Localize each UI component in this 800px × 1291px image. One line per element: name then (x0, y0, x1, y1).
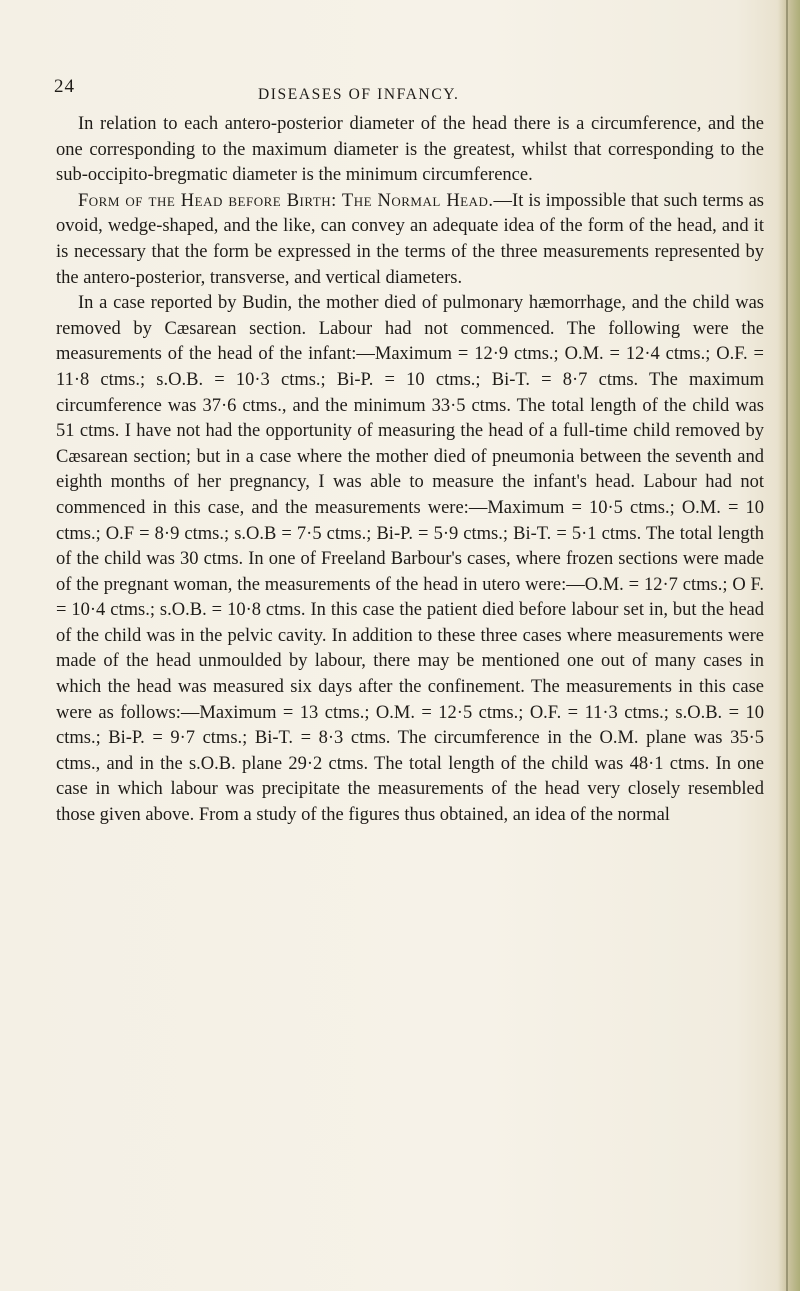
paragraph-3 (56, 291, 764, 828)
binding-edge-line (786, 0, 788, 1291)
page-edge-shadow (778, 0, 800, 1291)
paragraph-2 (56, 189, 764, 291)
page-number: 24 (54, 76, 75, 97)
body-text (56, 112, 764, 829)
paragraph-1 (56, 112, 764, 189)
section-heading: Form of the Head before Birth: The Normal Head. (78, 190, 494, 211)
paragraph-3-text: In a case reported by Budin, the mother died of pulmonary hæmorrhage, and the child was removed by Cæsarean section. Labour had not commenced. The following were the measurements of the head of the infant:—Maximum = 12·9 ctms.; O.M. = 12·4 ctms.; O.F. = 11·8 ctms.; s.O.B. = 10·3 ctms.; Bi-P. = 10 ctms.; Bi-T. = 8·7 ctms. The maximum circumference was 37·6 ctms., and the minimum 33·5 ctms. The total length of the child was 51 ctms. I have not had the opportunity of measuring the head of a full-time child removed by Cæsarean section; but in a case where the mother died of pneumonia between the seventh and eighth months of her pregnancy, I was able to measure the infant's head. Labour had not commenced in this case, and the measurements were:—Maximum = 10·5 ctms.; O.M. = 10 ctms.; O.F = 8·9 ctms.; s.O.B = 7·5 ctms.; Bi-P. = 5·9 ctms.; Bi-T. = 5·1 ctms. The total length of the child was 30 ctms. In one of Freeland Barbour's cases, where frozen sections were made of the pregnant woman, the measurements of the head in utero were:—O.M. = 12·7 ctms.; O F. = 10·4 ctms.; s.O.B. = 10·8 ctms. In this case the patient died before labour set in, but the head of the child was in the pelvic cavity. In addition to these three cases where measurements were made of the head unmoulded by labour, there may be mentioned one out of many cases in which the head was measured six days after the confinement. The measurements in this case were as follows:—Maximum = 13 ctms.; O.M. = 12·5 ctms.; O.F. = 11·3 ctms.; s.O.B. = 10 ctms.; Bi-P. = 9·7 ctms.; Bi-T. = 8·3 ctms. The circumference in the O.M. plane was 35·5 ctms., and in the s.O.B. plane 29·2 ctms. The total length of the child was 48·1 ctms. In one case in which labour was precipitate the measurements of the head very closely resembled those given above. From a study of the figures thus obtained, an idea of the normal (56, 293, 764, 826)
running-head: DISEASES OF INFANCY. (258, 86, 460, 103)
paragraph-2-text: —It is impossible that such terms as ovoid, wedge-shaped, and the like, can convey an adequate idea of the form of the head, and it is necessary that the form be expressed in the terms of the three measurements represented by the antero-posterior, transverse, and vertical diameters. (56, 190, 764, 288)
paragraph-1-text: In relation to each antero-posterior diameter of the head there is a circumference, and the one corresponding to the maximum diameter is the greatest, whilst that corresponding to the sub-occipito-bregmatic diameter is the minimum circumference. (56, 114, 764, 186)
